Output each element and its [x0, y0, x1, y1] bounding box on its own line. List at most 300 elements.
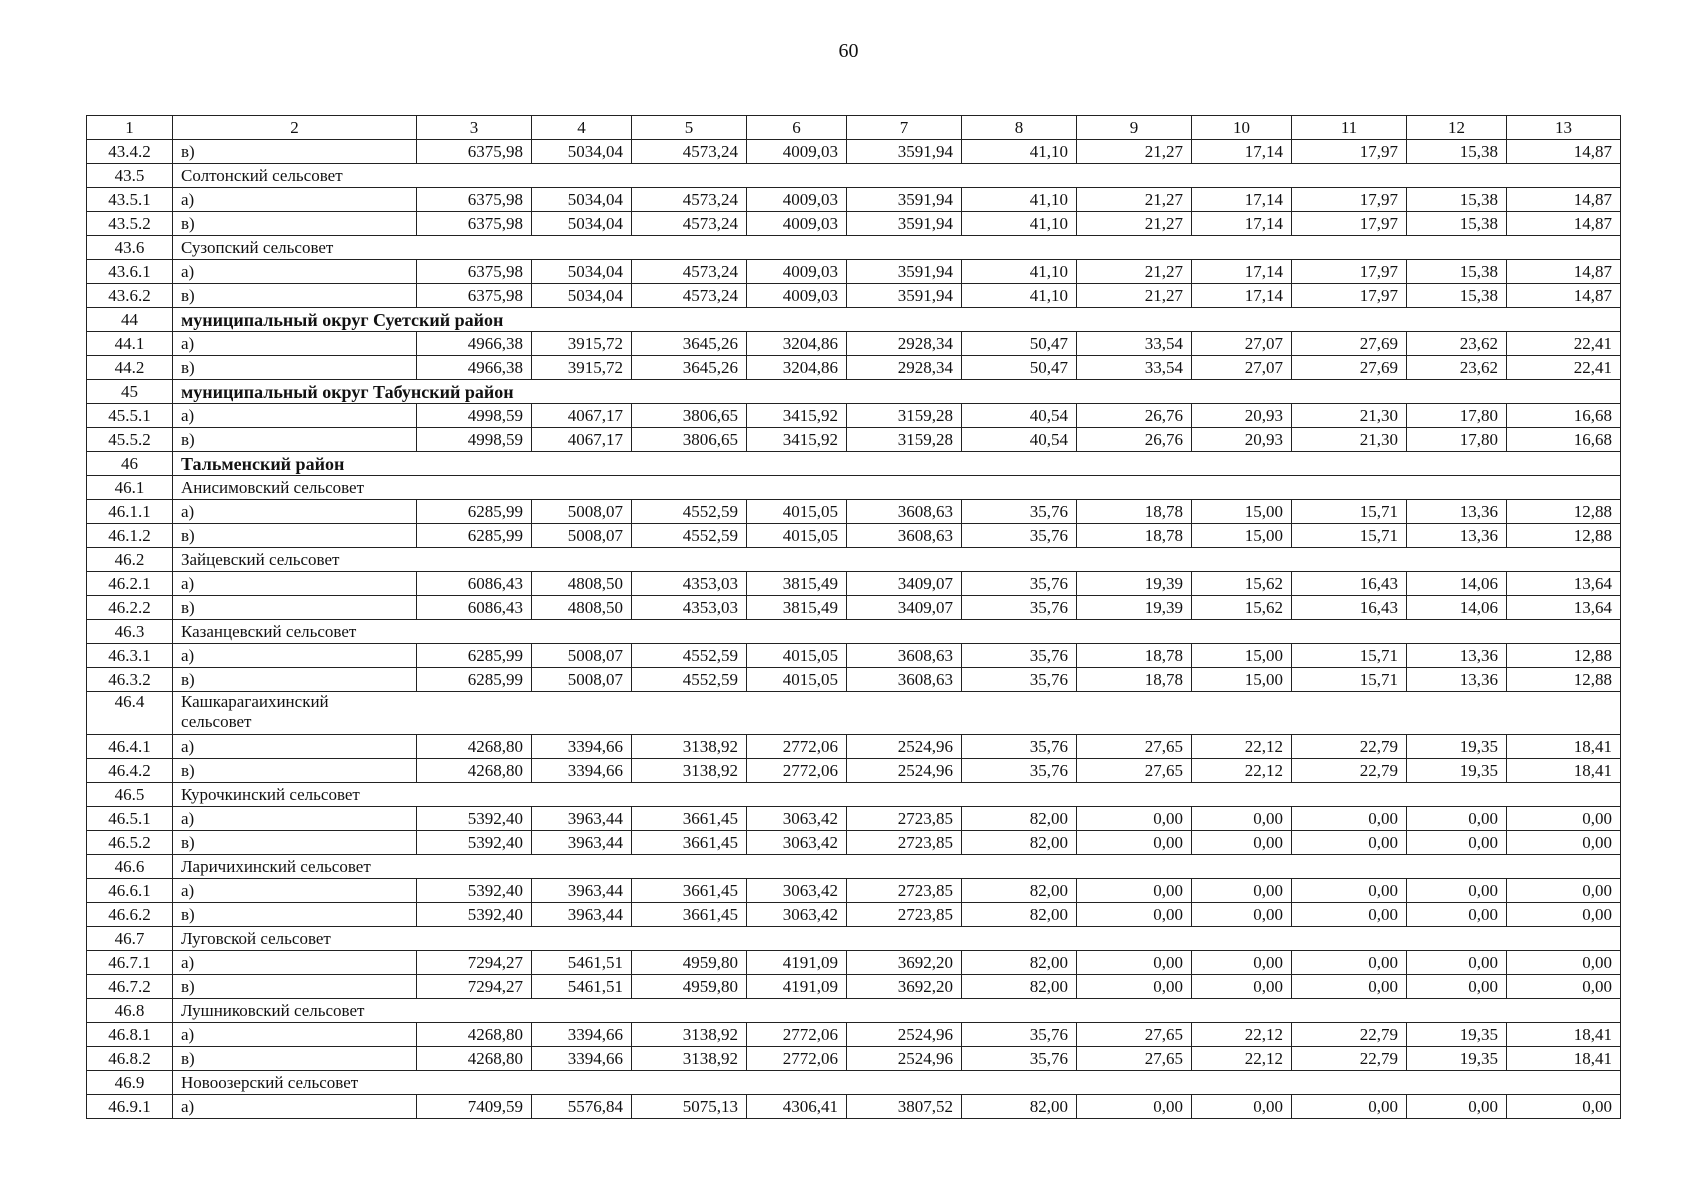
value-cell: 0,00 [1077, 1095, 1192, 1119]
value-cell: 3806,65 [632, 404, 747, 428]
row-number: 46.4.1 [87, 735, 173, 759]
value-cell: 0,00 [1292, 807, 1407, 831]
value-cell: 18,41 [1507, 759, 1621, 783]
value-cell: 3963,44 [532, 879, 632, 903]
value-cell: 2524,96 [847, 759, 962, 783]
table-row [87, 404, 1621, 428]
row-number: 46.7.2 [87, 975, 173, 999]
group-title: Курочкинский сельсовет [173, 783, 1621, 807]
value-cell: 27,07 [1192, 356, 1292, 380]
value-cell: 4353,03 [632, 572, 747, 596]
value-cell: 82,00 [962, 807, 1077, 831]
row-number: 46.9.1 [87, 1095, 173, 1119]
value-cell: 4573,24 [632, 212, 747, 236]
value-cell: 0,00 [1192, 951, 1292, 975]
value-cell: 0,00 [1192, 1095, 1292, 1119]
value-cell: 3815,49 [747, 572, 847, 596]
row-number: 44 [87, 308, 173, 332]
value-cell: 3591,94 [847, 140, 962, 164]
value-cell: 13,64 [1507, 596, 1621, 620]
value-cell: 15,38 [1407, 260, 1507, 284]
value-cell: 14,06 [1407, 596, 1507, 620]
value-cell: 17,97 [1292, 260, 1407, 284]
value-cell: 4959,80 [632, 951, 747, 975]
value-cell: 35,76 [962, 524, 1077, 548]
row-label: в) [173, 831, 417, 855]
group-row [87, 692, 1621, 735]
value-cell: 82,00 [962, 975, 1077, 999]
value-cell: 18,78 [1077, 500, 1192, 524]
value-cell: 3963,44 [532, 807, 632, 831]
value-cell: 6086,43 [417, 596, 532, 620]
value-cell: 23,62 [1407, 332, 1507, 356]
value-cell: 5008,07 [532, 524, 632, 548]
value-cell: 3394,66 [532, 1047, 632, 1071]
value-cell: 14,87 [1507, 212, 1621, 236]
value-cell: 4959,80 [632, 975, 747, 999]
value-cell: 19,35 [1407, 1023, 1507, 1047]
value-cell: 17,80 [1407, 404, 1507, 428]
group-title [173, 692, 1621, 735]
value-cell: 0,00 [1407, 831, 1507, 855]
section-row [87, 308, 1621, 332]
value-cell: 4573,24 [632, 140, 747, 164]
value-cell: 3661,45 [632, 831, 747, 855]
value-cell: 6285,99 [417, 644, 532, 668]
value-cell: 6285,99 [417, 524, 532, 548]
row-number: 46.7.1 [87, 951, 173, 975]
value-cell: 17,97 [1292, 212, 1407, 236]
table-row [87, 1047, 1621, 1071]
table-row [87, 524, 1621, 548]
value-cell: 35,76 [962, 572, 1077, 596]
value-cell: 41,10 [962, 284, 1077, 308]
value-cell: 3591,94 [847, 188, 962, 212]
column-header: 7 [847, 116, 962, 140]
value-cell: 6375,98 [417, 188, 532, 212]
table-header-row [87, 116, 1621, 140]
row-number: 46.3 [87, 620, 173, 644]
value-cell: 15,71 [1292, 668, 1407, 692]
row-label: а) [173, 879, 417, 903]
value-cell: 50,47 [962, 332, 1077, 356]
value-cell: 3661,45 [632, 903, 747, 927]
value-cell: 3394,66 [532, 1023, 632, 1047]
column-header: 9 [1077, 116, 1192, 140]
value-cell: 22,12 [1192, 1023, 1292, 1047]
row-number: 46.7 [87, 927, 173, 951]
value-cell: 3815,49 [747, 596, 847, 620]
value-cell: 82,00 [962, 879, 1077, 903]
value-cell: 3409,07 [847, 596, 962, 620]
value-cell: 0,00 [1407, 1095, 1507, 1119]
value-cell: 0,00 [1292, 831, 1407, 855]
row-number: 43.4.2 [87, 140, 173, 164]
value-cell: 4191,09 [747, 951, 847, 975]
value-cell: 20,93 [1192, 404, 1292, 428]
value-cell: 4966,38 [417, 356, 532, 380]
section-title: муниципальный округ Суетский район [173, 308, 1621, 332]
value-cell: 3963,44 [532, 831, 632, 855]
value-cell: 18,41 [1507, 1023, 1621, 1047]
value-cell: 3138,92 [632, 1047, 747, 1071]
value-cell: 4573,24 [632, 188, 747, 212]
value-cell: 4552,59 [632, 644, 747, 668]
value-cell: 0,00 [1077, 975, 1192, 999]
value-cell: 15,38 [1407, 188, 1507, 212]
value-cell: 6375,98 [417, 212, 532, 236]
table-body [87, 116, 1621, 1119]
value-cell: 3394,66 [532, 759, 632, 783]
row-label: в) [173, 140, 417, 164]
value-cell: 5461,51 [532, 975, 632, 999]
value-cell: 0,00 [1507, 951, 1621, 975]
value-cell: 15,38 [1407, 140, 1507, 164]
value-cell: 35,76 [962, 644, 1077, 668]
value-cell: 21,27 [1077, 212, 1192, 236]
row-label: в) [173, 596, 417, 620]
value-cell: 6285,99 [417, 500, 532, 524]
value-cell: 14,87 [1507, 188, 1621, 212]
row-label: а) [173, 644, 417, 668]
row-label: в) [173, 356, 417, 380]
row-number: 46.2.1 [87, 572, 173, 596]
row-label: а) [173, 260, 417, 284]
group-row [87, 783, 1621, 807]
value-cell: 27,65 [1077, 1023, 1192, 1047]
value-cell: 14,87 [1507, 260, 1621, 284]
value-cell: 0,00 [1407, 975, 1507, 999]
value-cell: 14,87 [1507, 284, 1621, 308]
section-title: Тальменский район [173, 452, 1621, 476]
row-number: 45 [87, 380, 173, 404]
value-cell: 27,07 [1192, 332, 1292, 356]
value-cell: 21,27 [1077, 140, 1192, 164]
value-cell: 23,62 [1407, 356, 1507, 380]
value-cell: 3645,26 [632, 356, 747, 380]
value-cell: 3963,44 [532, 903, 632, 927]
column-header: 10 [1192, 116, 1292, 140]
value-cell: 3608,63 [847, 524, 962, 548]
row-label: а) [173, 404, 417, 428]
value-cell: 17,14 [1192, 260, 1292, 284]
value-cell: 2772,06 [747, 759, 847, 783]
value-cell: 16,43 [1292, 572, 1407, 596]
value-cell: 17,97 [1292, 140, 1407, 164]
row-label: а) [173, 500, 417, 524]
row-number: 46.4 [87, 692, 173, 735]
value-cell: 4306,41 [747, 1095, 847, 1119]
value-cell: 16,68 [1507, 404, 1621, 428]
row-number: 46.2 [87, 548, 173, 572]
table-row [87, 759, 1621, 783]
table-row [87, 903, 1621, 927]
value-cell: 0,00 [1292, 1095, 1407, 1119]
row-number: 46.9 [87, 1071, 173, 1095]
table-row [87, 951, 1621, 975]
value-cell: 22,79 [1292, 1023, 1407, 1047]
table-row [87, 807, 1621, 831]
row-number: 43.5.1 [87, 188, 173, 212]
value-cell: 5392,40 [417, 903, 532, 927]
value-cell: 4998,59 [417, 428, 532, 452]
value-cell: 0,00 [1407, 879, 1507, 903]
value-cell: 4015,05 [747, 500, 847, 524]
row-number: 43.6.2 [87, 284, 173, 308]
value-cell: 21,27 [1077, 284, 1192, 308]
value-cell: 3608,63 [847, 644, 962, 668]
value-cell: 17,14 [1192, 188, 1292, 212]
value-cell: 5008,07 [532, 644, 632, 668]
value-cell: 3692,20 [847, 951, 962, 975]
value-cell: 0,00 [1192, 831, 1292, 855]
group-row [87, 548, 1621, 572]
value-cell: 0,00 [1507, 879, 1621, 903]
row-label: в) [173, 903, 417, 927]
value-cell: 82,00 [962, 951, 1077, 975]
value-cell: 17,14 [1192, 140, 1292, 164]
value-cell: 2772,06 [747, 1047, 847, 1071]
row-number: 45.5.2 [87, 428, 173, 452]
value-cell: 3063,42 [747, 879, 847, 903]
row-label: а) [173, 807, 417, 831]
value-cell: 0,00 [1292, 951, 1407, 975]
group-title: Сузопский сельсовет [173, 236, 1621, 260]
value-cell: 35,76 [962, 1023, 1077, 1047]
value-cell: 22,12 [1192, 735, 1292, 759]
value-cell: 3591,94 [847, 284, 962, 308]
value-cell: 15,71 [1292, 644, 1407, 668]
value-cell: 5034,04 [532, 212, 632, 236]
value-cell: 15,00 [1192, 524, 1292, 548]
value-cell: 3138,92 [632, 1023, 747, 1047]
group-title: Ларичихинский сельсовет [173, 855, 1621, 879]
value-cell: 19,39 [1077, 596, 1192, 620]
value-cell: 21,27 [1077, 188, 1192, 212]
value-cell: 3807,52 [847, 1095, 962, 1119]
value-cell: 22,79 [1292, 1047, 1407, 1071]
table-row [87, 644, 1621, 668]
value-cell: 35,76 [962, 1047, 1077, 1071]
value-cell: 0,00 [1077, 903, 1192, 927]
value-cell: 7409,59 [417, 1095, 532, 1119]
value-cell: 13,36 [1407, 644, 1507, 668]
value-cell: 40,54 [962, 404, 1077, 428]
value-cell: 2928,34 [847, 356, 962, 380]
value-cell: 2772,06 [747, 735, 847, 759]
value-cell: 0,00 [1192, 975, 1292, 999]
row-number: 44.1 [87, 332, 173, 356]
row-number: 44.2 [87, 356, 173, 380]
column-header: 12 [1407, 116, 1507, 140]
value-cell: 0,00 [1292, 903, 1407, 927]
value-cell: 6086,43 [417, 572, 532, 596]
value-cell: 6375,98 [417, 260, 532, 284]
group-title: Новоозерский сельсовет [173, 1071, 1621, 1095]
section-row [87, 452, 1621, 476]
value-cell: 40,54 [962, 428, 1077, 452]
value-cell: 0,00 [1077, 831, 1192, 855]
value-cell: 21,30 [1292, 428, 1407, 452]
value-cell: 2524,96 [847, 1023, 962, 1047]
value-cell: 4808,50 [532, 572, 632, 596]
value-cell: 4009,03 [747, 188, 847, 212]
group-title: Анисимовский сельсовет [173, 476, 1621, 500]
value-cell: 0,00 [1077, 951, 1192, 975]
value-cell: 17,97 [1292, 188, 1407, 212]
value-cell: 4552,59 [632, 524, 747, 548]
row-label: в) [173, 212, 417, 236]
value-cell: 0,00 [1507, 831, 1621, 855]
value-cell: 26,76 [1077, 428, 1192, 452]
value-cell: 3409,07 [847, 572, 962, 596]
value-cell: 33,54 [1077, 356, 1192, 380]
value-cell: 3159,28 [847, 428, 962, 452]
table-row [87, 500, 1621, 524]
tariff-table [86, 115, 1621, 1119]
value-cell: 3915,72 [532, 332, 632, 356]
group-row [87, 855, 1621, 879]
row-label: в) [173, 975, 417, 999]
value-cell: 5576,84 [532, 1095, 632, 1119]
row-number: 46.1 [87, 476, 173, 500]
page-number: 60 [838, 40, 859, 62]
table-row [87, 212, 1621, 236]
value-cell: 0,00 [1407, 807, 1507, 831]
value-cell: 21,27 [1077, 260, 1192, 284]
value-cell: 22,41 [1507, 332, 1621, 356]
row-number: 46 [87, 452, 173, 476]
value-cell: 50,47 [962, 356, 1077, 380]
group-title: Зайцевский сельсовет [173, 548, 1621, 572]
column-header: 6 [747, 116, 847, 140]
value-cell: 15,00 [1192, 644, 1292, 668]
row-label: а) [173, 1023, 417, 1047]
table-row [87, 735, 1621, 759]
table-row [87, 1095, 1621, 1119]
group-row [87, 476, 1621, 500]
column-header: 11 [1292, 116, 1407, 140]
group-row [87, 927, 1621, 951]
value-cell: 2723,85 [847, 831, 962, 855]
value-cell: 3204,86 [747, 332, 847, 356]
value-cell: 18,41 [1507, 735, 1621, 759]
value-cell: 0,00 [1507, 903, 1621, 927]
value-cell: 22,79 [1292, 759, 1407, 783]
table-row [87, 596, 1621, 620]
value-cell: 19,35 [1407, 1047, 1507, 1071]
value-cell: 15,38 [1407, 212, 1507, 236]
value-cell: 3591,94 [847, 212, 962, 236]
row-number: 46.2.2 [87, 596, 173, 620]
value-cell: 3138,92 [632, 735, 747, 759]
value-cell: 13,64 [1507, 572, 1621, 596]
value-cell: 15,71 [1292, 500, 1407, 524]
value-cell: 3661,45 [632, 879, 747, 903]
row-label: а) [173, 188, 417, 212]
value-cell: 2524,96 [847, 735, 962, 759]
group-title: Солтонский сельсовет [173, 164, 1621, 188]
table-row [87, 140, 1621, 164]
value-cell: 3661,45 [632, 807, 747, 831]
value-cell: 15,62 [1192, 596, 1292, 620]
value-cell: 5034,04 [532, 188, 632, 212]
value-cell: 12,88 [1507, 500, 1621, 524]
row-number: 46.6.2 [87, 903, 173, 927]
column-header: 4 [532, 116, 632, 140]
group-title: Казанцевский сельсовет [173, 620, 1621, 644]
row-number: 43.5 [87, 164, 173, 188]
column-header: 5 [632, 116, 747, 140]
value-cell: 0,00 [1292, 975, 1407, 999]
value-cell: 19,35 [1407, 735, 1507, 759]
value-cell: 4009,03 [747, 260, 847, 284]
value-cell: 3591,94 [847, 260, 962, 284]
value-cell: 4268,80 [417, 1023, 532, 1047]
row-number: 43.5.2 [87, 212, 173, 236]
value-cell: 22,41 [1507, 356, 1621, 380]
value-cell: 4998,59 [417, 404, 532, 428]
value-cell: 4808,50 [532, 596, 632, 620]
value-cell: 19,35 [1407, 759, 1507, 783]
value-cell: 4009,03 [747, 140, 847, 164]
group-title: Луговской сельсовет [173, 927, 1621, 951]
row-number: 46.5.1 [87, 807, 173, 831]
row-number: 46.8.1 [87, 1023, 173, 1047]
value-cell: 7294,27 [417, 951, 532, 975]
value-cell: 3138,92 [632, 759, 747, 783]
value-cell: 18,78 [1077, 668, 1192, 692]
column-header: 2 [173, 116, 417, 140]
value-cell: 35,76 [962, 759, 1077, 783]
value-cell: 5392,40 [417, 831, 532, 855]
value-cell: 5075,13 [632, 1095, 747, 1119]
value-cell: 0,00 [1507, 975, 1621, 999]
value-cell: 41,10 [962, 140, 1077, 164]
value-cell: 3063,42 [747, 903, 847, 927]
table-row [87, 356, 1621, 380]
row-number: 46.8 [87, 999, 173, 1023]
value-cell: 15,71 [1292, 524, 1407, 548]
group-row [87, 999, 1621, 1023]
value-cell: 4268,80 [417, 1047, 532, 1071]
row-number: 46.1.2 [87, 524, 173, 548]
value-cell: 13,36 [1407, 500, 1507, 524]
row-label: а) [173, 572, 417, 596]
row-label: в) [173, 1047, 417, 1071]
row-number: 43.6.1 [87, 260, 173, 284]
value-cell: 0,00 [1507, 1095, 1621, 1119]
value-cell: 82,00 [962, 903, 1077, 927]
value-cell: 0,00 [1192, 807, 1292, 831]
group-row [87, 1071, 1621, 1095]
value-cell: 15,00 [1192, 668, 1292, 692]
group-row [87, 620, 1621, 644]
value-cell: 27,65 [1077, 1047, 1192, 1071]
value-cell: 5034,04 [532, 284, 632, 308]
table-row [87, 428, 1621, 452]
value-cell: 14,87 [1507, 140, 1621, 164]
value-cell: 21,30 [1292, 404, 1407, 428]
value-cell: 18,78 [1077, 644, 1192, 668]
value-cell: 4009,03 [747, 212, 847, 236]
group-title-text: Кашкарагаихинский сельсовет [181, 692, 329, 731]
value-cell: 5034,04 [532, 260, 632, 284]
value-cell: 2723,85 [847, 807, 962, 831]
value-cell: 35,76 [962, 668, 1077, 692]
value-cell: 12,88 [1507, 524, 1621, 548]
group-title: Лушниковский сельсовет [173, 999, 1621, 1023]
